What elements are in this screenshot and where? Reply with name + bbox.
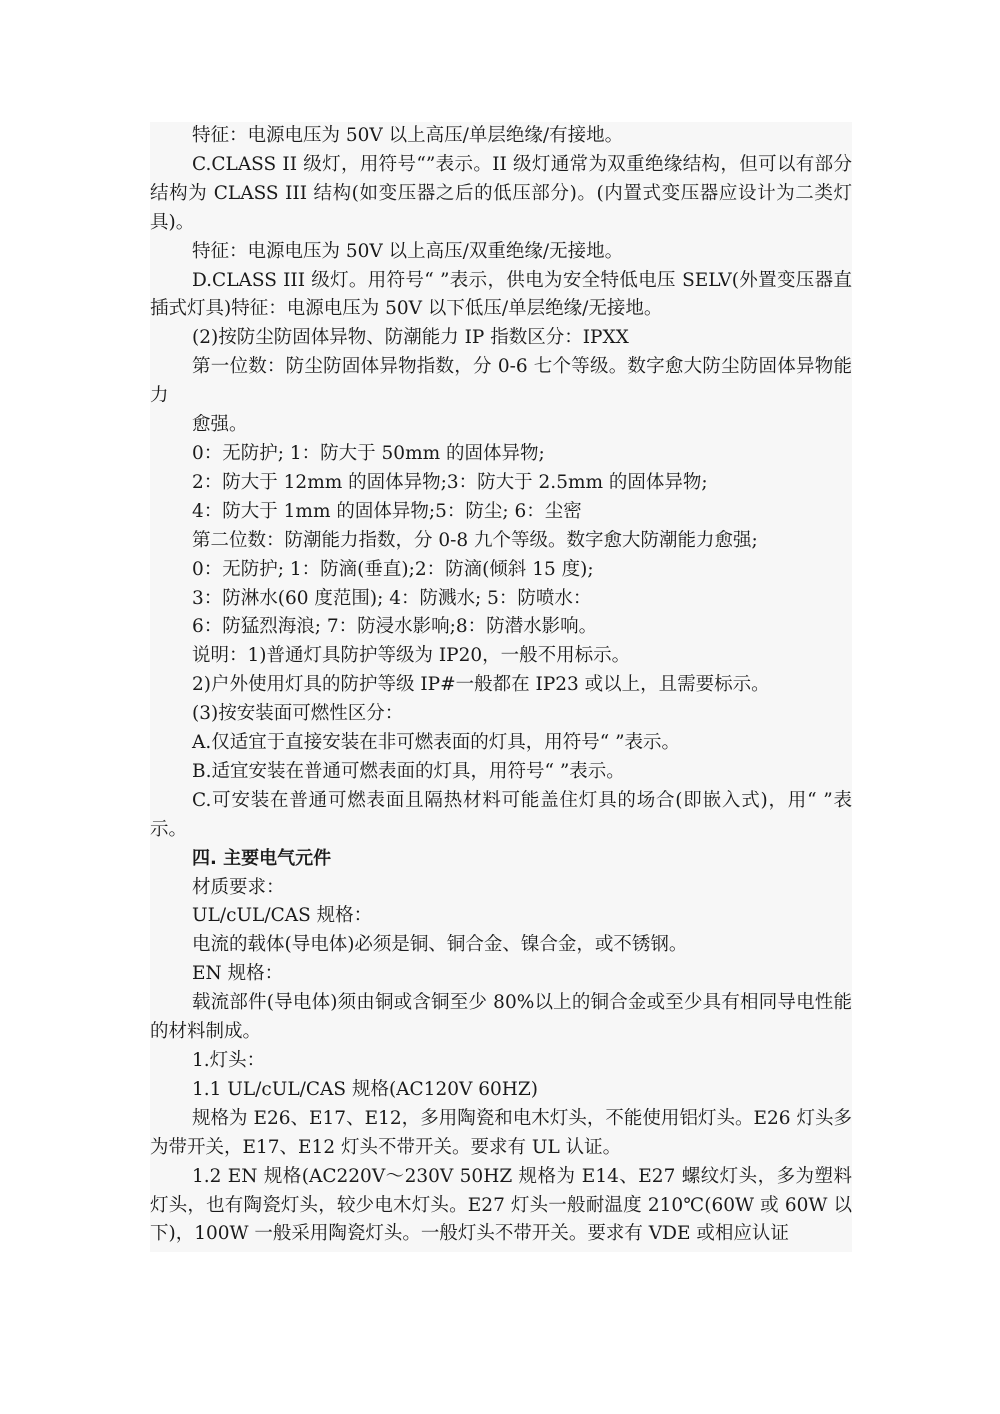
paragraph: 4：防大于 1mm 的固体异物;5：防尘; 6：尘密 bbox=[192, 500, 582, 522]
section-heading: 四. 主要电气元件 bbox=[192, 847, 332, 869]
paragraph: D.CLASS III 级灯。用符号“ ”表示，供电为安全特低电压 SELV(外置变压器直插式灯具)特征：电源电压为 50V 以下低压/单层绝缘/无接地。 bbox=[150, 269, 852, 320]
paragraph: 愈强。 bbox=[192, 414, 248, 436]
paragraph: 特征：电源电压为 50V 以上高压/单层绝缘/有接地。 bbox=[192, 125, 624, 146]
paragraph: 第二位数：防潮能力指数，分 0-8 九个等级。数字愈大防潮能力愈强; bbox=[192, 529, 758, 551]
paragraph: 0：无防护; 1：防大于 50mm 的固体异物; bbox=[192, 442, 545, 464]
paragraph: 2)户外使用灯具的防护等级 IP#一般都在 IP23 或以上，且需要标示。 bbox=[192, 674, 770, 696]
paragraph: UL/cUL/CAS 规格： bbox=[192, 905, 373, 927]
paragraph: 0：无防护; 1：防滴(垂直);2：防滴(倾斜 15 度); bbox=[192, 558, 594, 580]
paragraph: 电流的载体(导电体)必须是铜、铜合金、镍合金，或不锈钢。 bbox=[192, 934, 688, 956]
paragraph: 材质要求： bbox=[192, 876, 285, 898]
document-text-block bbox=[150, 122, 852, 1252]
paragraph: C.可安装在普通可燃表面且隔热材料可能盖住灯具的场合(即嵌入式)，用“ ”表示。 bbox=[150, 789, 852, 840]
paragraph: 1.1 UL/cUL/CAS 规格(AC120V 60HZ) bbox=[192, 1078, 538, 1100]
paragraph: (3)按安装面可燃性区分： bbox=[192, 703, 404, 725]
paragraph: 规格为 E26、E17、E12，多用陶瓷和电木灯头，不能使用铝灯头。E26 灯头多为带开关，E17、E12 灯头不带开关。要求有 UL 认证。 bbox=[150, 1107, 852, 1158]
paragraph: B.适宜安装在普通可燃表面的灯具，用符号“ ”表示。 bbox=[192, 760, 625, 782]
paragraph: C.CLASS II 级灯，用符号“”表示。II 级灯通常为双重绝缘结构，但可以有部分结构为 CLASS III 结构(如变压器之后的低压部分)。(内置式变压器应设计为二类灯具)。 bbox=[150, 153, 852, 233]
paragraph: 第一位数：防尘防固体异物指数，分 0-6 七个等级。数字愈大防尘防固体异物能力 bbox=[150, 356, 852, 407]
paragraph: 说明：1)普通灯具防护等级为 IP20，一般不用标示。 bbox=[192, 645, 631, 667]
paragraph: 2：防大于 12mm 的固体异物;3：防大于 2.5mm 的固体异物; bbox=[192, 471, 708, 493]
paragraph: 载流部件(导电体)须由铜或含铜至少 80%以上的铜合金或至少具有相同导电性能的材料制成。 bbox=[150, 992, 852, 1043]
paragraph: A.仅适宜于直接安装在非可燃表面的灯具，用符号“ ”表示。 bbox=[192, 732, 681, 754]
paragraph: 1.2 EN 规格(AC220V～230V 50HZ 规格为 E14、E27 螺纹灯头，多为塑料灯头，也有陶瓷灯头，较少电木灯头。E27 灯头一般耐温度 210℃(60W 或 60W 以下)，100W 一般采用陶瓷灯头。一般灯头不带开关。要求有 VDE 或相应认证 bbox=[150, 1165, 852, 1245]
paragraph: 特征：电源电压为 50V 以上高压/双重绝缘/无接地。 bbox=[192, 240, 624, 262]
paragraph: EN 规格： bbox=[192, 963, 284, 985]
paragraph: 3：防淋水(60 度范围); 4：防溅水; 5：防喷水： bbox=[192, 587, 592, 609]
paragraph: (2)按防尘防固体异物、防潮能力 IP 指数区分：IPXX bbox=[192, 327, 629, 349]
paragraph: 1.灯头： bbox=[192, 1050, 266, 1071]
paragraph: 6：防猛烈海浪; 7：防浸水影响;8：防潜水影响。 bbox=[192, 616, 598, 638]
